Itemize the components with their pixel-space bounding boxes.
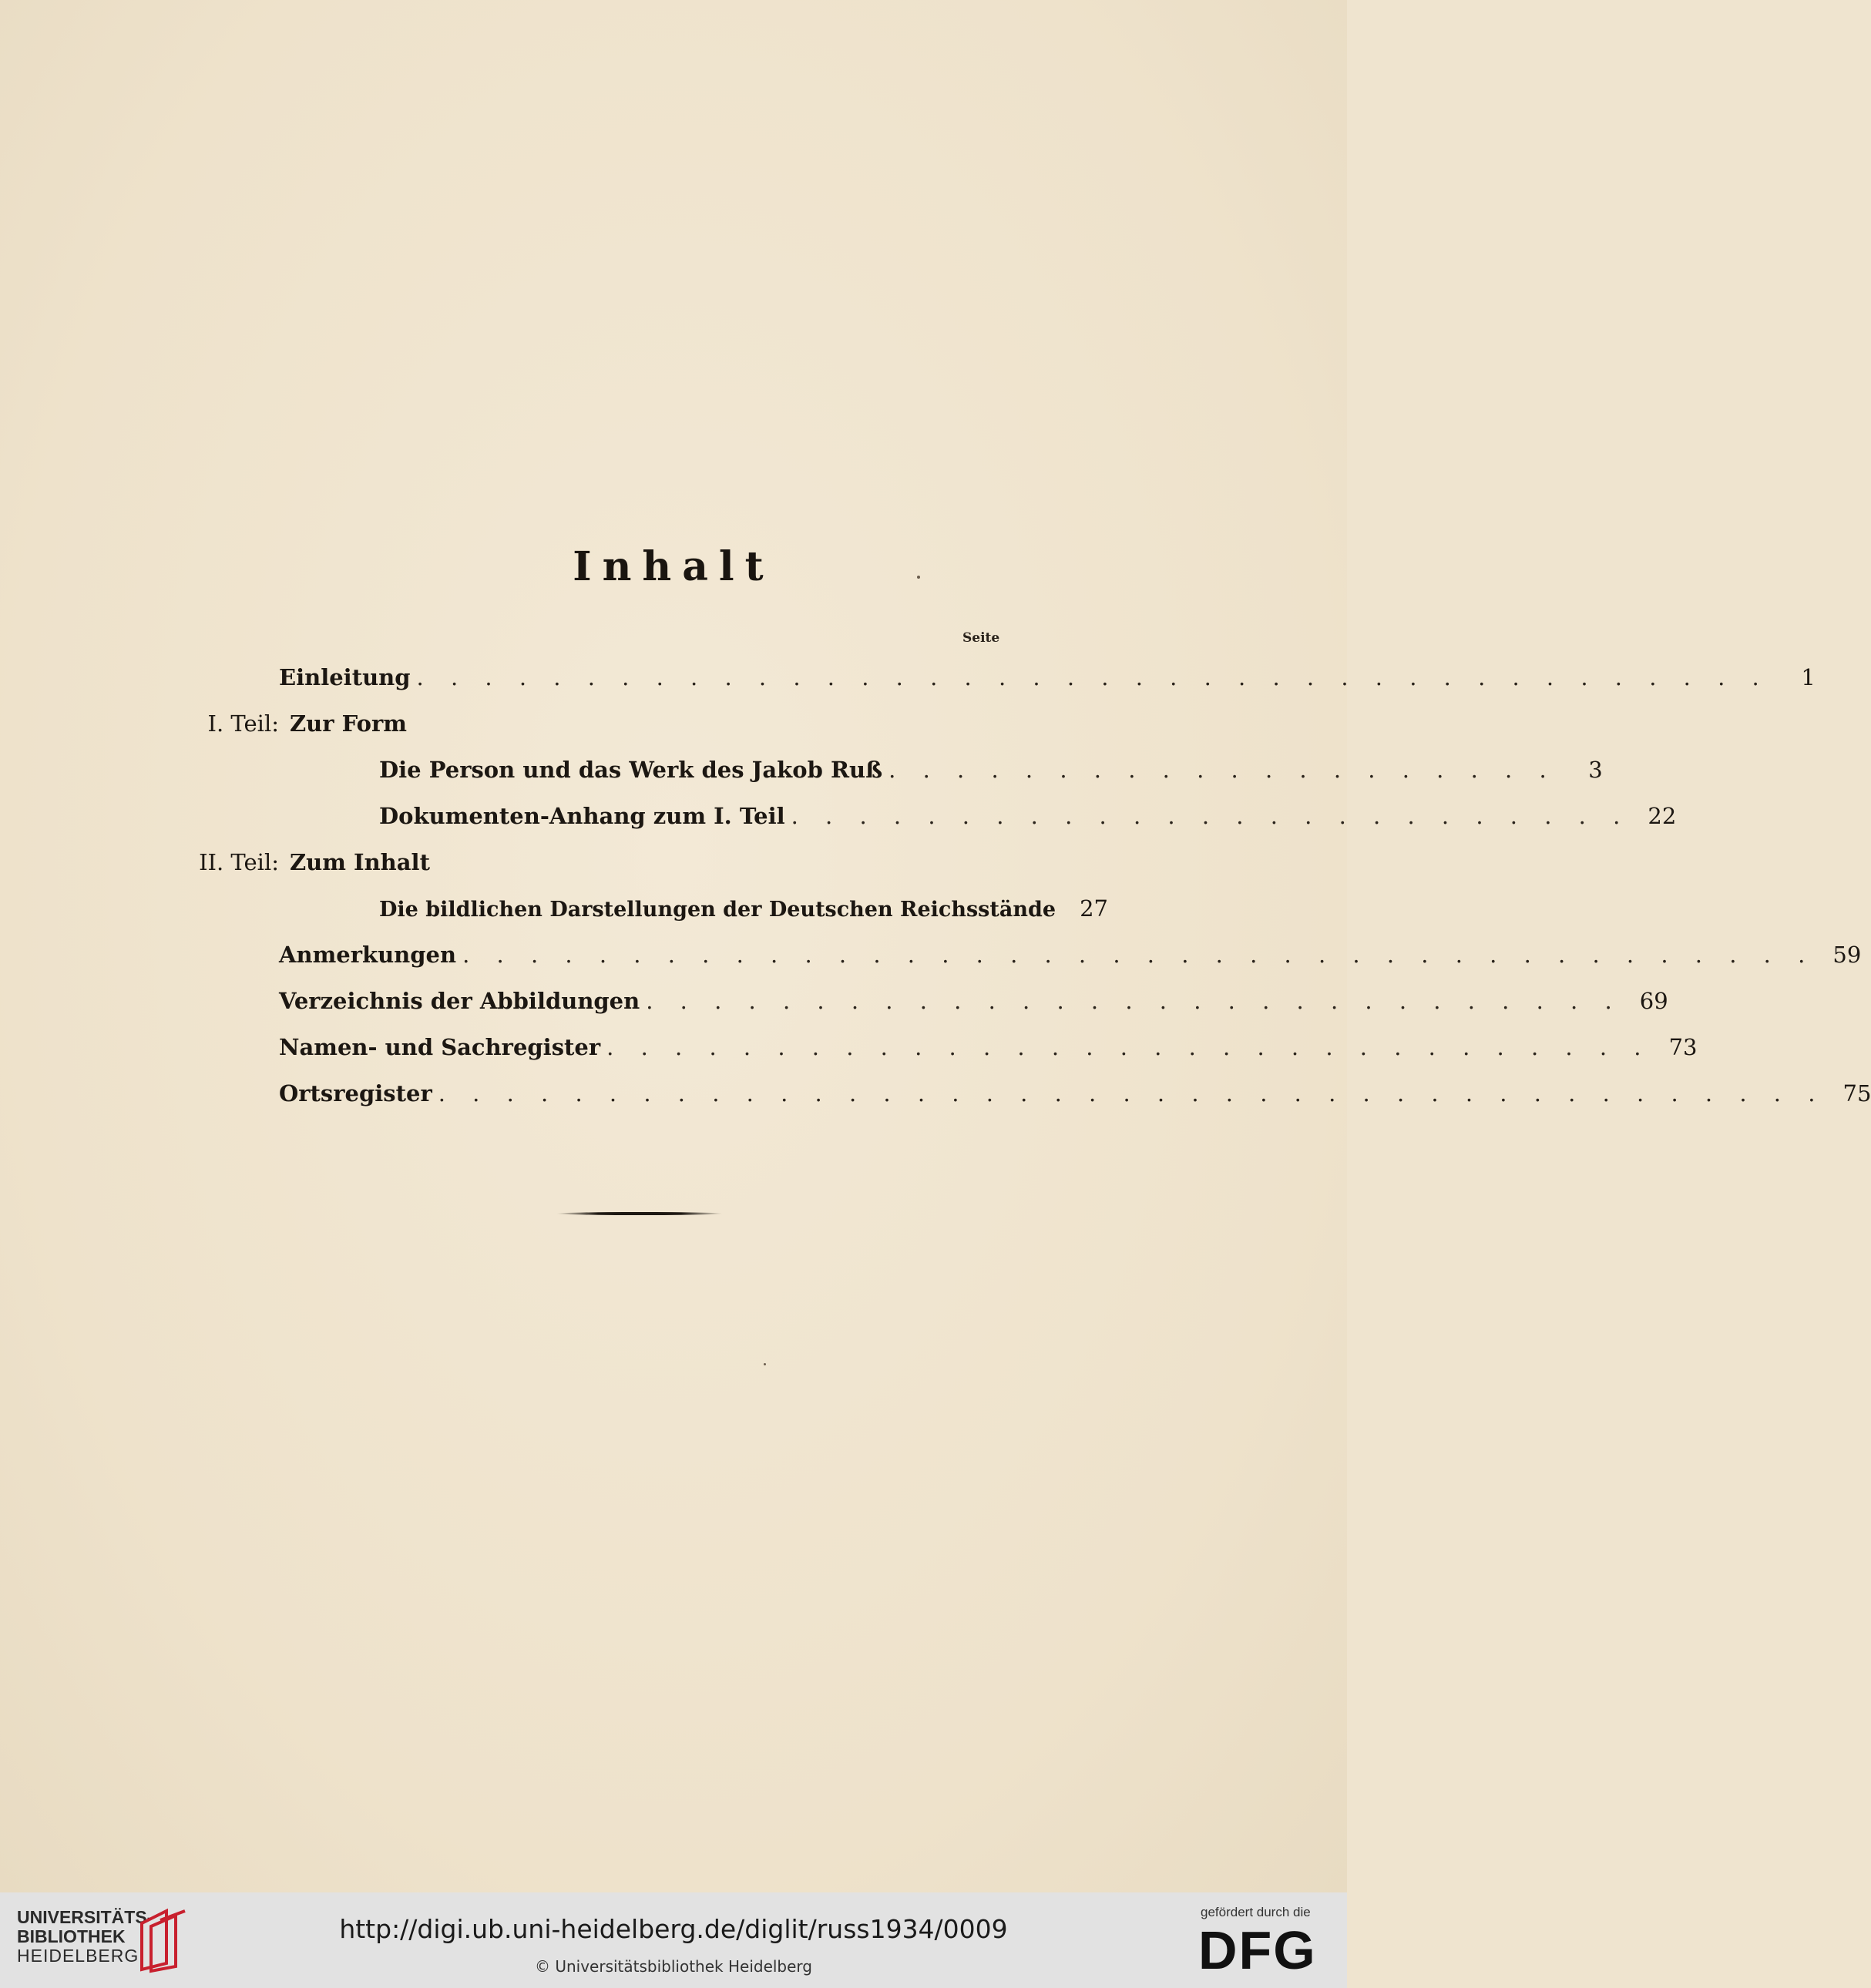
toc-leader-dots: . . . . . . . . . . . . . . . . . . . . . . . . . . . . . bbox=[646, 988, 1622, 1014]
toc-page-number: 75 bbox=[1842, 1080, 1871, 1106]
toc-entry-title: Dokumenten-Anhang zum I. Teil bbox=[379, 803, 785, 829]
toc-part-label: II. Teil: bbox=[199, 849, 279, 875]
toc-page-number: 69 bbox=[1639, 988, 1668, 1014]
funding-note: gefördert durch die bbox=[1201, 1905, 1311, 1919]
toc-part-title: Zur Form bbox=[290, 710, 407, 737]
toc-entry-title: Verzeichnis der Abbildungen bbox=[279, 988, 640, 1014]
toc-leader-dots: . . . . . . . . . . . . . . . . . . . . . . . . . . . . . . . . . . . . . . . . bbox=[462, 942, 1816, 968]
toc-entry-namen-sachregister bbox=[279, 1026, 1698, 1060]
ornamental-rule bbox=[556, 1212, 723, 1215]
toc-page-number: 22 bbox=[1648, 803, 1677, 829]
toc-part-label: I. Teil: bbox=[207, 710, 279, 737]
toc-entry-title: Einleitung bbox=[279, 664, 411, 690]
toc-leader-dots: . . . . . . . . . . . . . . . . . . . . . . . . . . . . . . . . . . . . . . . . . bbox=[438, 1080, 1826, 1106]
toc-page-number: 27 bbox=[1080, 895, 1109, 922]
toc-entry-ortsregister bbox=[279, 1073, 1871, 1106]
toc-part-title: Zum Inhalt bbox=[290, 849, 430, 875]
toc-entry-title: Die bildlichen Darstellungen der Deutschen Reichsstände bbox=[379, 898, 1056, 922]
toc-entry-anmerkungen bbox=[279, 934, 1862, 968]
toc-part-ii bbox=[190, 841, 996, 875]
toc-entry-title: Namen- und Sachregister bbox=[279, 1034, 601, 1060]
page-title: Inhalt bbox=[573, 543, 774, 590]
toc-page-number: 1 bbox=[1801, 664, 1816, 690]
toc-leader-dots: . . . . . . . . . . . . . . . . . . . . . . . . . . . . . . . bbox=[606, 1034, 1651, 1060]
toc-entry-einleitung bbox=[279, 657, 1816, 690]
copyright-notice: © Universitätsbibliothek Heidelberg bbox=[534, 1957, 812, 1976]
dfg-logo: DFG bbox=[1198, 1920, 1317, 1980]
toc-leader-dots: . . . . . . . . . . . . . . . . . . . . . . . . . bbox=[791, 803, 1631, 829]
library-name-line1: UNIVERSITÄTS- bbox=[17, 1907, 153, 1927]
toc-page-number: 59 bbox=[1832, 942, 1862, 968]
toc-page-number: 3 bbox=[1588, 757, 1603, 783]
page-column-header: Seite bbox=[962, 630, 1000, 646]
permalink-url[interactable]: http://digi.ub.uni-heidelberg.de/diglit/russ1934/0009 bbox=[339, 1914, 1008, 1944]
paper-speck bbox=[764, 1363, 766, 1365]
toc-entry-bildliche-darstellungen bbox=[379, 888, 1109, 922]
toc-page-number: 73 bbox=[1668, 1034, 1698, 1060]
library-name-line2: BIBLIOTHEK bbox=[17, 1926, 126, 1946]
toc-part-i bbox=[190, 703, 996, 737]
paper-speck bbox=[917, 576, 920, 579]
toc-entry-title: Anmerkungen bbox=[279, 942, 457, 968]
library-name-line3: HEIDELBERG bbox=[17, 1946, 139, 1966]
toc-leader-dots: . . . . . . . . . . . . . . . . . . . . . . . . . . . . . . . . . . . . . . . . bbox=[416, 664, 1769, 690]
toc-leader-dots: . . . . . . . . . . . . . . . . . . . . bbox=[888, 757, 1557, 783]
toc-entry-title: Die Person und das Werk des Jakob Ruß bbox=[379, 757, 883, 783]
toc-entry-title: Ortsregister bbox=[279, 1080, 432, 1106]
toc-entry-verzeichnis-abbildungen bbox=[279, 980, 1668, 1014]
toc-entry-dokumenten-anhang bbox=[379, 795, 1677, 829]
toc-entry-person-werk bbox=[379, 749, 1603, 783]
digitization-footer bbox=[0, 1892, 1347, 1988]
